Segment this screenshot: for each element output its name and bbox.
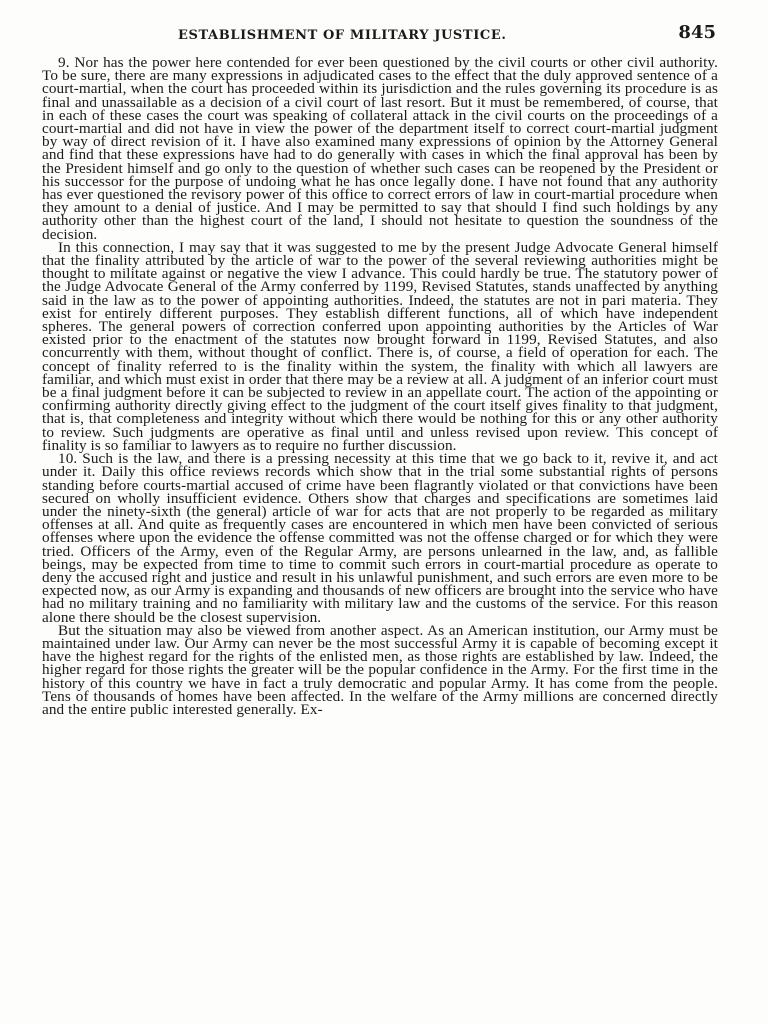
running-head: ESTABLISHMENT OF MILITARY JUSTICE.	[178, 28, 507, 43]
paragraph-section-9: 9. Nor has the power here contended for ever been questioned by the civil courts or other civil authority. To be sure, there are many expressions in adjudicated cases to the effect that the duly approved sentence of a court-martial, when the court has proceeded within its jurisdiction and the rules governing its procedure is as final and unassailable as a decision of a civil court of last resort. But it must be remembered, of course, that in each of these cases the court was speaking of collateral attack in the civil courts on the proceedings of a court-martial and did not have in view the power of the department itself to correct court-martial judgment by way of direct revision of it. I have also examined many expressions of opinion by the Attorney General and find that these expressions have had to do generally with cases in which the final approval has been by the President himself and go only to the question of whether such cases can be reopened by the President or his successor for the purpose of undoing what he has once legally done. I have not found that any authority has ever questioned the revisory power of this office to correct errors of law in court-martial procedure when they amount to a denial of justice. And I may be permitted to say that should I find such holdings by any authority other than the highest court of the land, I should not hesitate to question the soundness of the decision.	[42, 54, 718, 243]
page-number: 845	[678, 22, 716, 43]
body-text	[42, 56, 718, 716]
paragraph-connection: In this connection, I may say that it was suggested to me by the present Judge Advocate General himself that the finality attributed by the article of war to the power of the several reviewing authorities might be thought to militate against or negative the view I advance. This could hardly be true. The statutory power of the Judge Advocate General of the Army conferred by 1199, Revised Statutes, stands unaffected by anything said in the law as to the power of appointing authorities. Indeed, the statutes are not in pari materia. They exist for entirely different purposes. They establish different functions, all of which have independent spheres. The general powers of correction conferred upon appointing authorities by the Articles of War existed prior to the enactment of the statutes now brought forward in 1199, Revised Statutes, and also concurrently with them, without thought of conflict. There is, of course, a field of operation for each. The concept of finality referred to is the finality within the system, the finality with which all lawyers are familiar, and which must exist in order that there may be a review at all. A judgment of an inferior court must be a final judgment before it can be subjected to review in an appellate court. The action of the appointing or confirming authority directly giving effect to the judgment of the court itself gives finality to that judgment, that is, that completeness and integrity without which there would be nothing for this or any other authority to review. Such judgments are operative as final until and unless revised upon review. This concept of finality is so familiar to lawyers as to require no further discussion.	[42, 238, 718, 454]
page-header	[60, 22, 720, 48]
paragraph-another-aspect: But the situation may also be viewed from another aspect. As an American institution, our Army must be maintained under law. Our Army can never be the most successful Army it is capable of becoming except it have the highest regard for the rights of the enlisted men, as those rights are established by law. Indeed, the higher regard for those rights the greater will be the popular confidence in the Army. For the first time in the history of this country we have in fact a truly democratic and popular Army. It has come from the people. Tens of thousands of homes have been affected. In the welfare of the Army millions are concerned directly and the entire public interested generally. Ex-	[42, 621, 718, 718]
paragraph-section-10: 10. Such is the law, and there is a pressing necessity at this time that we go back to it, revive it, and act under it. Daily this office reviews records which show that in the trial some substantial rights of persons standing before courts-martial accused of crime have been flagrantly violated or that convictions have been secured on wholly insufficient evidence. Others show that charges and specifications are sometimes laid under the ninety-sixth (the general) article of war for acts that are not properly to be regarded as military offenses at all. And quite as frequently cases are encountered in which men have been convicted of serious offenses where upon the evidence the offense committed was not the offense charged or for which they were tried. Officers of the Army, even of the Regular Army, are persons unlearned in the law, and, as fallible beings, may be expected from time to time to commit such errors in court-martial procedure as operate to deny the accused right and justice and result in his unlawful punishment, and such errors are even more to be expected now, as our Army is expanding and thousands of new officers are brought into the service who have had no military training and no familiarity with military law and the customs of the service. For this reason alone there should be the closest supervision.	[42, 450, 718, 626]
